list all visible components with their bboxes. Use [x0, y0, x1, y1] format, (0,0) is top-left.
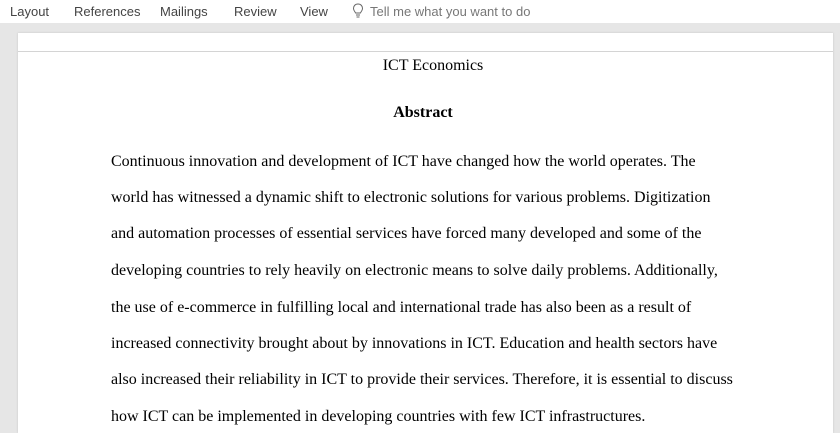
paragraph-line: world has witnessed a dynamic shift to electronic solutions for various problems. Digitization [111, 189, 711, 206]
abstract-heading: Abstract [393, 104, 453, 121]
paragraph-line: and automation processes of essential services have forced many developed and some of the [111, 225, 702, 242]
paragraph-line: Continuous innovation and development of ICT have changed how the world operates. The [111, 153, 696, 170]
lightbulb-icon [352, 3, 364, 19]
page-top-divider [18, 51, 833, 52]
ribbon-separator [0, 23, 840, 33]
tab-mailings[interactable]: Mailings [160, 4, 208, 19]
paragraph-line: increased connectivity brought about by innovations in ICT. Education and health sectors have [111, 335, 718, 352]
document-title: ICT Economics [382, 57, 484, 74]
tab-layout[interactable]: Layout [10, 4, 50, 19]
paragraph-line: how ICT can be implemented in developing countries with few ICT infrastructures. [111, 408, 646, 425]
tell-me-placeholder: Tell me what you want to do [370, 3, 531, 19]
document-page[interactable] [18, 33, 833, 433]
ribbon-tab-bar [0, 0, 840, 23]
tell-me-search[interactable] [352, 3, 530, 19]
tab-review[interactable]: Review [234, 4, 277, 19]
tab-references[interactable]: References [74, 4, 141, 19]
paragraph-line: the use of e-commerce in fulfilling local and international trade has also been as a result of [111, 299, 692, 316]
tab-view[interactable]: View [300, 4, 328, 19]
paragraph-line: developing countries to rely heavily on electronic means to solve daily problems. Additionally, [111, 262, 718, 279]
paragraph-line: also increased their reliability in ICT to provide their services. Therefore, it is essential to discuss [111, 371, 733, 388]
